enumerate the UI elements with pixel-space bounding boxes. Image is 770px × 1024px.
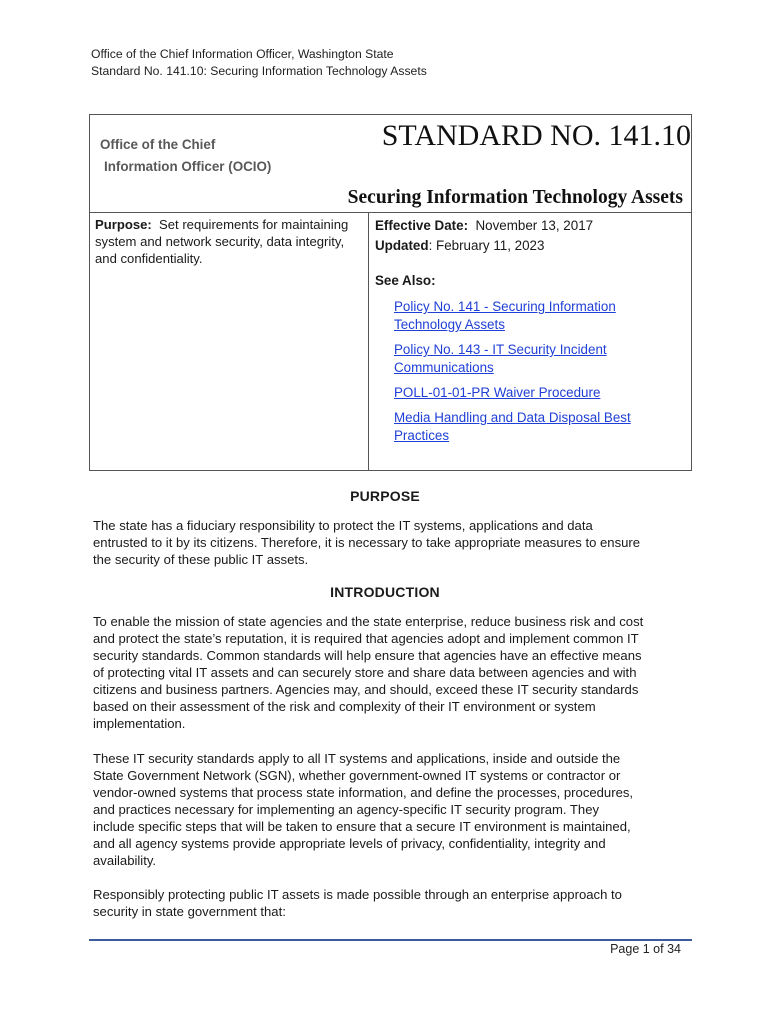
paragraph-line: security standards. Common standards will help ensure that agencies have an effective means	[93, 648, 642, 663]
paragraph-line: vendor-owned systems that process state information, and define the processes, procedures,	[93, 785, 634, 800]
standard-title: Securing Information Technology Assets	[347, 187, 683, 208]
paragraph-line: and practices necessary for implementing an agency-specific IT security program. They	[93, 802, 600, 817]
paragraph-line: and all agency systems provide appropriate levels of privacy, confidentiality, integrity and	[93, 836, 606, 851]
introduction-heading: INTRODUCTION	[330, 584, 440, 600]
paragraph-line: of protecting vital IT assets and can securely store and share data between agencies and with	[93, 665, 637, 680]
paragraph-line: implementation.	[93, 716, 186, 731]
introduction-paragraph-1	[93, 613, 693, 732]
see-also-links	[394, 298, 679, 452]
standard-title-table	[89, 114, 692, 471]
org-name	[100, 134, 271, 178]
running-header-line2: Standard No. 141.10: Securing Information Technology Assets	[91, 63, 427, 78]
purpose-paragraph	[93, 517, 693, 568]
introduction-paragraph-2	[93, 750, 693, 869]
paragraph-line: and protect the state’s reputation, it is required that agencies adopt and implement common IT	[93, 631, 639, 646]
link-media-handling[interactable]: Media Handling and Data Disposal Best Practices	[394, 410, 631, 443]
paragraph-line: To enable the mission of state agencies and the state enterprise, reduce business risk and cost	[93, 614, 644, 629]
org-name-line1: Office of the Chief	[100, 137, 216, 152]
purpose-heading: PURPOSE	[350, 488, 420, 504]
standard-number: STANDARD NO. 141.10	[381, 119, 691, 152]
effective-date-value: November 13, 2017	[475, 218, 594, 233]
purpose-label: Purpose:	[95, 217, 152, 232]
paragraph-line: entrusted to it by its citizens. Therefore, it is necessary to take appropriate measures to ensure	[93, 535, 641, 550]
link-policy-141[interactable]: Policy No. 141 - Securing Information Technology Assets	[394, 299, 616, 332]
link-policy-143[interactable]: Policy No. 143 - IT Security Incident Communications	[394, 342, 607, 375]
link-waiver-procedure[interactable]: POLL-01-01-PR Waiver Procedure	[394, 385, 601, 400]
purpose-cell	[95, 216, 365, 267]
org-name-line2: Information Officer (OCIO)	[104, 159, 272, 174]
see-also-label: See Also:	[375, 273, 436, 288]
paragraph-line: The state has a fiduciary responsibility to protect the IT systems, applications and data	[93, 518, 593, 533]
paragraph-line: availability.	[93, 853, 157, 868]
purpose-line: Set requirements for maintaining	[159, 217, 349, 232]
updated-label: Updated	[375, 238, 429, 253]
paragraph-line: citizens and business partners. Agencies may, and should, exceed these IT security standards	[93, 682, 639, 697]
paragraph-line: the security of these public IT assets.	[93, 552, 309, 567]
paragraph-line: Responsibly protecting public IT assets is made possible through an enterprise approach to	[93, 887, 622, 902]
footer-rule	[89, 939, 692, 941]
table-divider-horizontal	[90, 212, 691, 213]
paragraph-line: State Government Network (SGN), whether government-owned IT systems or contractor or	[93, 768, 621, 783]
running-header	[91, 46, 427, 79]
paragraph-line: security in state government that:	[93, 904, 286, 919]
running-header-line1: Office of the Chief Information Officer, Washington State	[91, 47, 394, 61]
purpose-line: and confidentiality.	[95, 251, 203, 266]
paragraph-line: include specific steps that will be taken to ensure that a secure IT environment is maintained,	[93, 819, 631, 834]
introduction-paragraph-3	[93, 886, 693, 920]
table-divider-vertical	[368, 212, 369, 470]
updated-value: : February 11, 2023	[428, 238, 545, 253]
effective-date-label: Effective Date:	[375, 218, 469, 233]
page-number: Page 1 of 34	[610, 942, 681, 956]
purpose-line: system and network security, data integrity,	[95, 234, 345, 249]
paragraph-line: These IT security standards apply to all IT systems and applications, inside and outside the	[93, 751, 621, 766]
paragraph-line: based on their assessment of the risk and complexity of their IT environment or system	[93, 699, 596, 714]
dates-cell	[375, 216, 685, 256]
